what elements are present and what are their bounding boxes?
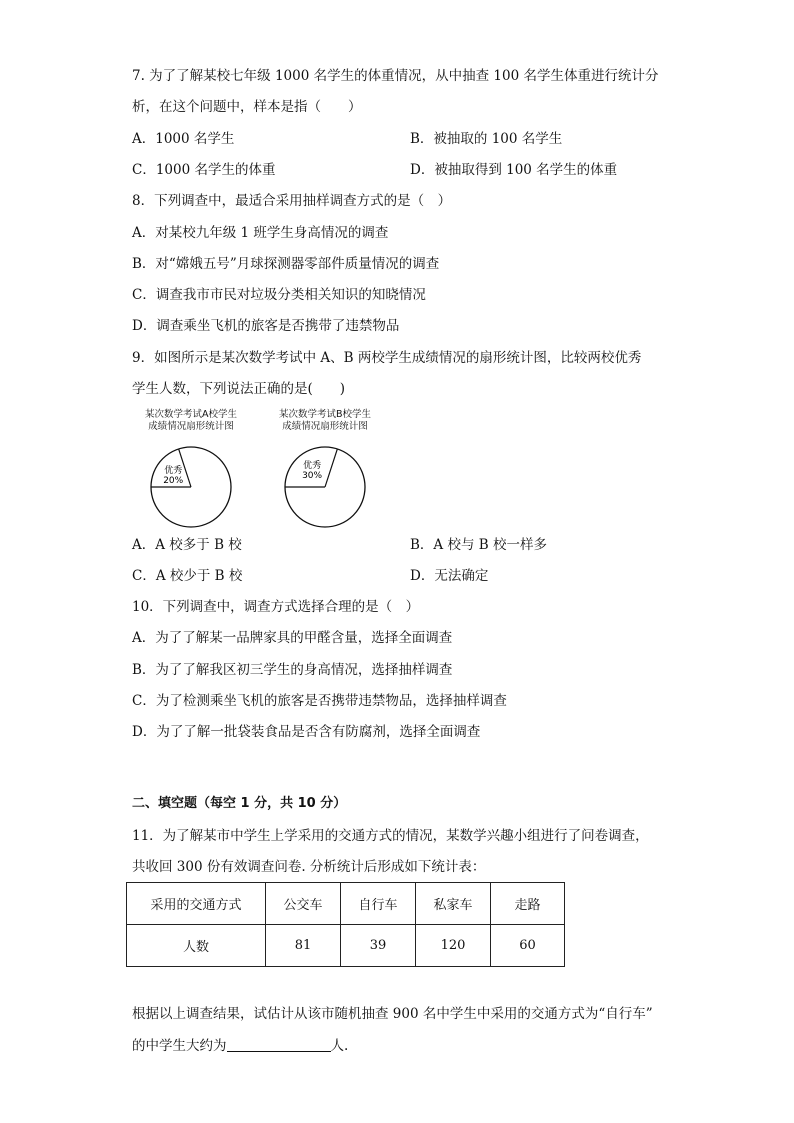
q8-option-d: D．调查乘坐飞机的旅客是否携带了违禁物品 (132, 318, 400, 334)
table-cell: 39 (341, 925, 416, 967)
q7-option-b: B．被抽取的 100 名学生 (410, 131, 563, 147)
q8-option-a: A．对某校九年级 1 班学生身高情况的调查 (132, 225, 389, 241)
pie-b-label: 优秀 (303, 461, 322, 472)
traffic-table (126, 882, 565, 967)
q7-option-d: D．被抽取得到 100 名学生的体重 (410, 162, 618, 178)
q8-stem: 8．下列调查中，最适合采用抽样调查方式的是（ ） (132, 193, 452, 209)
pie-a-label: 优秀 (164, 466, 183, 477)
q7-stem-line1: 7. 为了了解某校七年级 1000 名学生的体重情况，从中抽查 100 名学生体重进行统计分 (132, 68, 659, 84)
q9-option-a: A．A 校多于 B 校 (132, 537, 242, 553)
pie-b-svg (260, 439, 390, 535)
q11-stem-line1: 11．为了解某市中学生上学采用的交通方式的情况，某数学兴趣小组进行了问卷调查， (132, 828, 649, 844)
table-row (127, 925, 565, 967)
table-cell: 人数 (127, 925, 266, 967)
q8-option-c: C．调查我市市民对垃圾分类相关知识的知晓情况 (132, 287, 426, 303)
q11-after-line2-pre: 的中学生大约为 (132, 1038, 227, 1054)
answer-blank[interactable] (227, 1037, 331, 1052)
pie-b-title-line1: 某次数学考试B校学生 (278, 409, 372, 420)
q9-stem-line2: 学生人数，下列说法正确的是( ) (132, 381, 346, 397)
table-header-cell: 采用的交通方式 (127, 883, 266, 925)
q11-after-line2 (132, 1037, 348, 1055)
pie-a-value: 20% (163, 476, 184, 487)
q10-stem: 10．下列调查中，调查方式选择合理的是（ ） (132, 599, 420, 615)
q7-stem-line2: 析，在这个问题中，样本是指（ ） (132, 99, 362, 115)
q8-option-b: B．对“嫦娥五号”月球探测器零部件质量情况的调查 (132, 256, 440, 272)
pie-b-value: 30% (302, 471, 323, 482)
q10-option-c: C．为了检测乘坐飞机的旅客是否携带违禁物品，选择抽样调查 (132, 693, 507, 709)
pie-chart-b (260, 409, 390, 535)
table-cell: 120 (416, 925, 491, 967)
table-header-cell: 私家车 (416, 883, 491, 925)
q7-option-a: A．1000 名学生 (132, 131, 235, 147)
pie-a-title-line2: 成绩情况扇形统计图 (148, 421, 234, 432)
table-header-cell: 自行车 (341, 883, 416, 925)
q9-option-c: C．A 校少于 B 校 (132, 568, 243, 584)
table-cell: 81 (266, 925, 341, 967)
q11-after-line1: 根据以上调查结果，试估计从该市随机抽查 900 名中学生中采用的交通方式为“自行车” (132, 1006, 653, 1022)
table-header-row (127, 883, 565, 925)
pie-a-svg (126, 439, 256, 535)
pie-b-title-line2: 成绩情况扇形统计图 (282, 421, 368, 432)
q9-stem-line1: 9．如图所示是某次数学考试中 A、B 两校学生成绩情况的扇形统计图，比较两校优秀 (132, 350, 642, 366)
q7-option-c: C．1000 名学生的体重 (132, 162, 276, 178)
q10-option-a: A．为了了解某一品牌家具的甲醛含量，选择全面调查 (132, 630, 453, 646)
q10-option-d: D．为了了解一批袋装食品是否含有防腐剂，选择全面调查 (132, 724, 481, 740)
q10-option-b: B．为了了解我区初三学生的身高情况，选择抽样调查 (132, 662, 453, 678)
q9-option-d: D．无法确定 (410, 568, 489, 584)
q11-after-line2-post: 人. (330, 1038, 349, 1054)
table-header-cell: 走路 (491, 883, 565, 925)
q9-option-b: B．A 校与 B 校一样多 (410, 537, 547, 553)
table-header-cell: 公交车 (266, 883, 341, 925)
q11-stem-line2: 共收回 300 份有效调查问卷. 分析统计后形成如下统计表： (132, 859, 486, 875)
pie-a-title-line1: 某次数学考试A校学生 (145, 409, 237, 420)
section-heading: 二、填空题（每空 1 分，共 10 分） (132, 796, 347, 811)
table-cell: 60 (491, 925, 565, 967)
pie-chart-a (126, 409, 256, 535)
